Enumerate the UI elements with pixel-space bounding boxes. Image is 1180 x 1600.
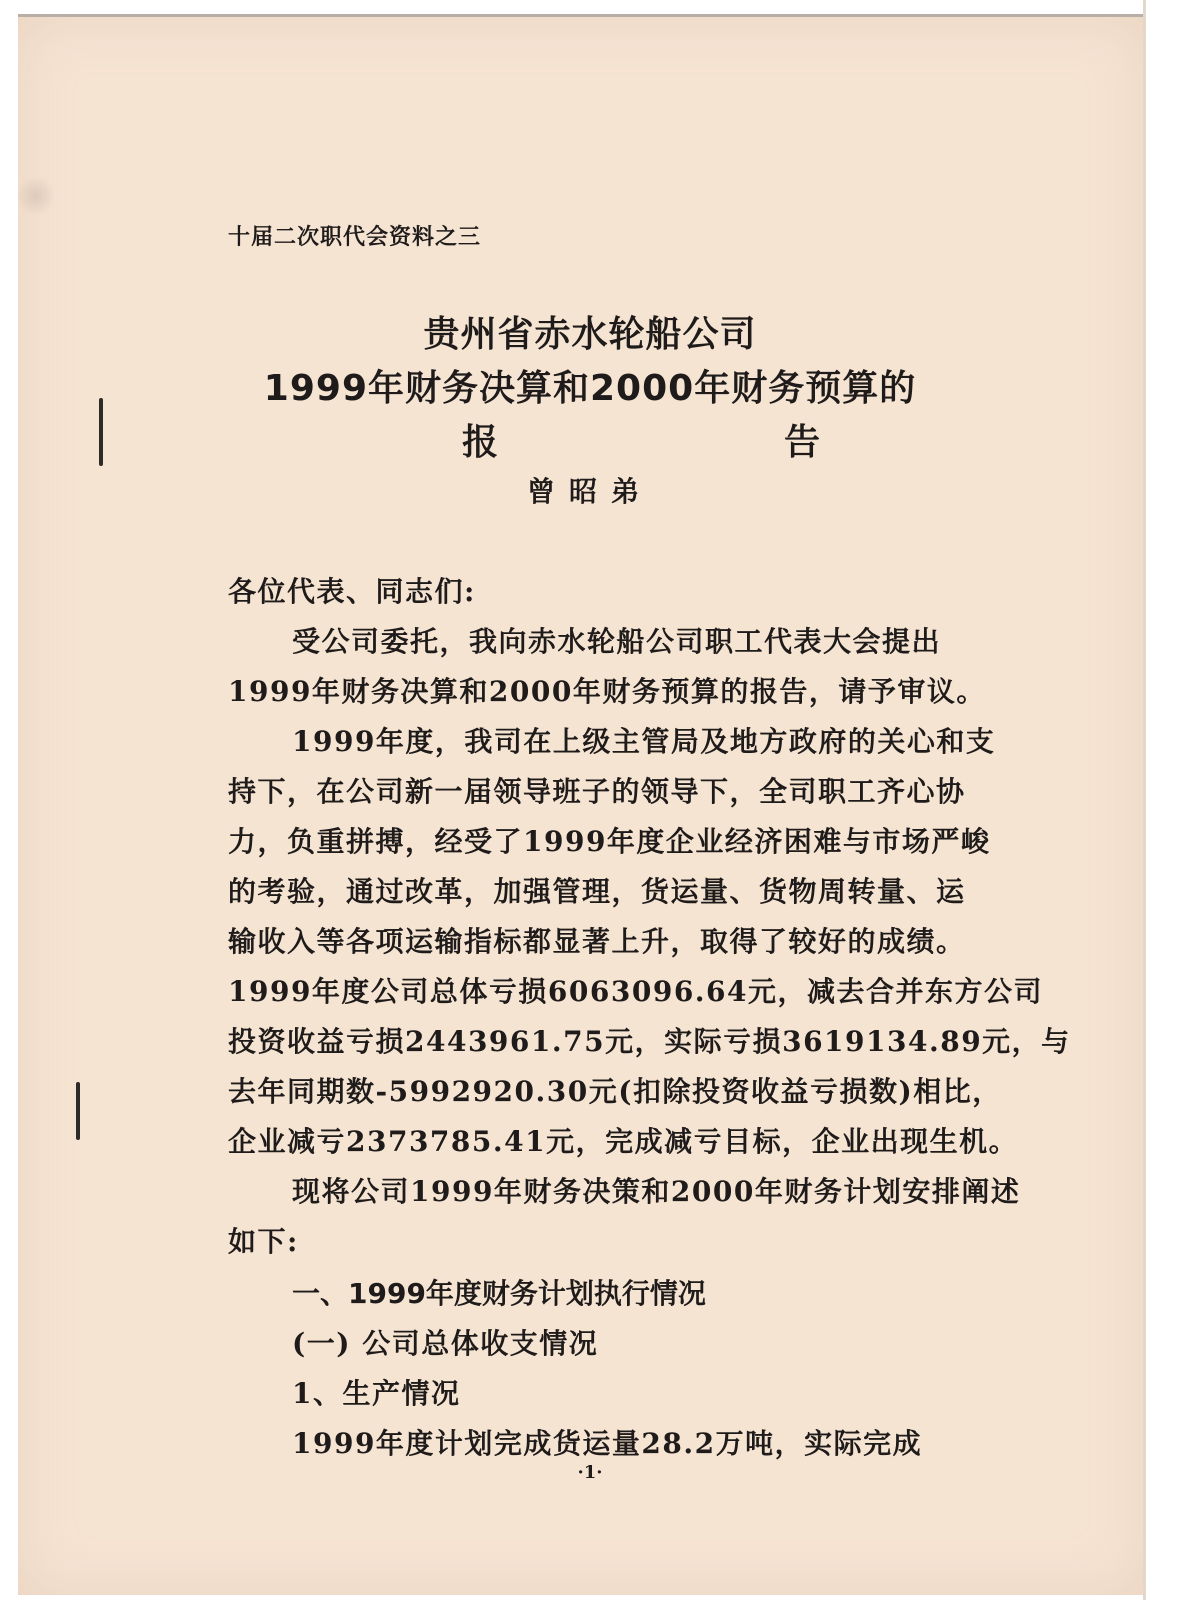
author-name: 曾昭弟 xyxy=(526,475,653,508)
paragraph-line: 输收入等各项运输指标都显著上升，取得了较好的成绩。 xyxy=(228,925,966,958)
title-report-char-1: 报 xyxy=(462,422,499,463)
paragraph-line: 去年同期数-5992920.30元(扣除投资收益亏损数)相比， xyxy=(228,1075,1002,1108)
title-subject: 1999年财务决算和2000年财务预算的 xyxy=(263,368,917,409)
paragraph-line: 企业减亏2373785.41元，完成减亏目标，企业出现生机。 xyxy=(228,1125,1019,1158)
paragraph-line: 1999年财务决算和2000年财务预算的报告，请予审议。 xyxy=(228,675,986,708)
staple-bottom xyxy=(76,1082,80,1140)
section-heading: 一、1999年度财务计划执行情况 xyxy=(292,1277,706,1310)
page-number: ·1· xyxy=(577,1462,603,1483)
item-heading: 1、生产情况 xyxy=(292,1377,461,1410)
subsection-heading: (一) 公司总体收支情况 xyxy=(292,1327,599,1360)
paragraph-line: 投资收益亏损2443961.75元，实际亏损3619134.89元，与 xyxy=(228,1025,1071,1058)
paragraph-line: 如下: xyxy=(228,1225,299,1258)
paragraph-line: 的考验，通过改革，加强管理，货运量、货物周转量、运 xyxy=(228,875,966,908)
title-company: 贵州省赤水轮船公司 xyxy=(423,314,757,355)
paragraph-line: 受公司委托，我向赤水轮船公司职工代表大会提出 xyxy=(292,625,942,658)
paper-edge xyxy=(1143,0,1146,1600)
paragraph-line: 持下，在公司新一届领导班子的领导下，全司职工齐心协 xyxy=(228,775,966,808)
paragraph-line: 1999年度公司总体亏损6063096.64元，减去合并东方公司 xyxy=(228,975,1044,1008)
paragraph-line: 力，负重拼搏，经受了1999年度企业经济困难与市场严峻 xyxy=(228,825,991,858)
paragraph-line: 1999年度，我司在上级主管局及地方政府的关心和支 xyxy=(292,725,996,758)
paper-mark xyxy=(16,176,56,216)
paragraph-line: 现将公司1999年财务决策和2000年财务计划安排阐述 xyxy=(292,1175,1021,1208)
salutation: 各位代表、同志们: xyxy=(228,575,476,608)
series-label: 十届二次职代会资料之三 xyxy=(228,224,482,250)
paragraph-line: 1999年度计划完成货运量28.2万吨，实际完成 xyxy=(292,1427,923,1460)
title-report-char-2: 告 xyxy=(784,422,821,463)
